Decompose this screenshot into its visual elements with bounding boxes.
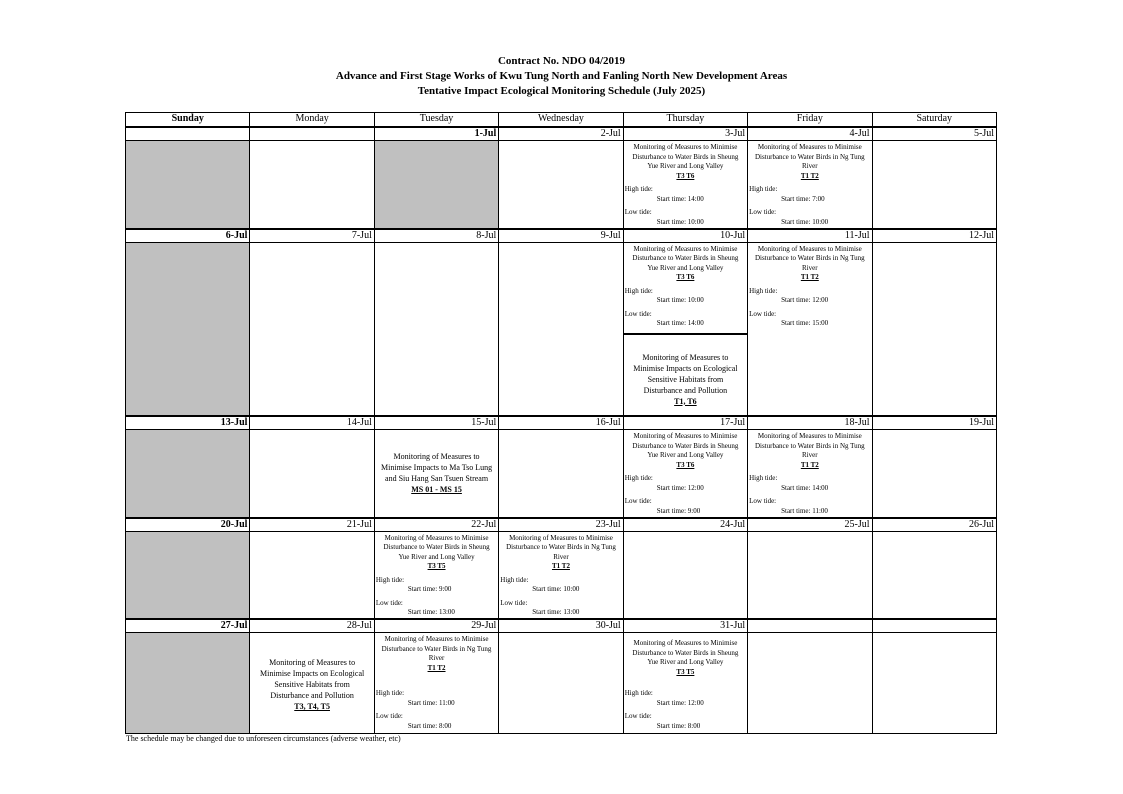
- activity-text: Monitoring of Measures to Minimise Disturbance to Water Birds in Sheung Yue River and Long Valley: [632, 432, 739, 459]
- low-tide-start: Start time: 13:00: [532, 608, 580, 616]
- date-cell: 16-Jul: [499, 416, 623, 430]
- day-cell: [748, 633, 872, 734]
- low-tide-label: Low tide:: [749, 208, 777, 216]
- activity-text: Monitoring of Measures to Minimise Impacts on Ecological Sensitive Habitats from Disturbance and Pollution: [260, 658, 365, 700]
- low-tide-start: Start time: 9:00: [656, 506, 701, 515]
- activity-text: Monitoring of Measures to Minimise Impacts on Ecological Sensitive Habitats from Disturbance and Pollution: [633, 352, 738, 395]
- tide-info: [375, 712, 498, 731]
- high-tide-start: Start time: 9:00: [407, 585, 452, 593]
- high-tide-start: Start time: 12:00: [656, 698, 704, 707]
- date-cell: 24-Jul: [623, 518, 747, 532]
- low-tide-start: Start time: 8:00: [656, 721, 701, 730]
- high-tide-label: High tide:: [375, 689, 405, 697]
- high-tide-label: High tide:: [624, 185, 653, 193]
- weekday-sunday: Sunday: [126, 113, 250, 128]
- tide-info: [624, 310, 747, 329]
- low-tide-label: Low tide:: [624, 712, 652, 720]
- date-cell: 5-Jul: [872, 127, 996, 141]
- schedule-row: [126, 141, 997, 229]
- transect-code: T1, T6: [674, 396, 697, 406]
- tide-info: [624, 689, 747, 708]
- day-cell: [499, 141, 623, 229]
- day-cell-blank: [374, 141, 498, 229]
- weekday-header-row: [126, 113, 997, 128]
- day-cell-jul3: [623, 141, 747, 229]
- tide-info: [624, 287, 747, 306]
- day-cell-blank: [250, 141, 374, 229]
- date-cell: 13-Jul: [126, 416, 250, 430]
- transect-code: T3, T4, T5: [294, 702, 330, 711]
- date-cell: 1-Jul: [374, 127, 498, 141]
- transect-code: T3 T6: [676, 273, 695, 281]
- activity-text: Monitoring of Measures to Minimise Impacts to Ma Tso Lung and Siu Hang San Tsuen Stream: [381, 452, 493, 483]
- low-tide-label: Low tide:: [500, 598, 528, 607]
- transect-code: T3 T6: [676, 460, 695, 469]
- activity-text: Monitoring of Measures to Minimise Disturbance to Water Birds in Ng Tung River: [381, 635, 492, 662]
- tide-info: [748, 185, 871, 204]
- high-tide-label: High tide:: [749, 286, 778, 295]
- day-cell-blank: [126, 141, 250, 229]
- date-cell: 10-Jul: [623, 229, 747, 243]
- contract-title: Contract No. NDO 04/2019: [497, 55, 626, 67]
- high-tide-label: High tide:: [624, 474, 653, 482]
- transect-code: T3 T5: [427, 562, 446, 570]
- date-cell: 7-Jul: [250, 229, 374, 243]
- day-cell: [499, 242, 623, 416]
- low-tide-start: Start time: 8:00: [407, 721, 452, 730]
- date-cell: 6-Jul: [126, 229, 250, 243]
- tide-info: [375, 689, 498, 708]
- schedule-row: [126, 242, 997, 416]
- low-tide-label: Low tide:: [624, 497, 652, 505]
- day-cell: [872, 531, 996, 619]
- day-cell: [872, 430, 996, 518]
- tide-info: [375, 576, 498, 595]
- entry-divider: [624, 333, 747, 335]
- day-cell-blank: [126, 633, 250, 734]
- date-cell: [126, 127, 250, 141]
- date-cell: 20-Jul: [126, 518, 250, 532]
- date-row: [126, 416, 997, 430]
- date-cell: 14-Jul: [250, 416, 374, 430]
- date-cell: [748, 619, 872, 633]
- weekday-tuesday: Tuesday: [374, 113, 498, 128]
- monitoring-calendar: [125, 112, 997, 734]
- high-tide-start: Start time: 14:00: [781, 483, 829, 492]
- low-tide-label: Low tide:: [375, 598, 403, 607]
- day-cell-blank: [126, 242, 250, 416]
- project-title: Advance and First Stage Works of Kwu Tung North and Fanling North New Development Areas: [335, 70, 788, 82]
- day-cell-jul15: [374, 430, 498, 518]
- high-tide-label: High tide:: [624, 286, 653, 295]
- date-cell: 15-Jul: [374, 416, 498, 430]
- date-cell: 31-Jul: [623, 619, 747, 633]
- high-tide-start: Start time: 10:00: [656, 296, 704, 304]
- low-tide-label: Low tide:: [624, 309, 652, 318]
- transect-code: T1 T2: [551, 562, 570, 570]
- date-cell: 8-Jul: [374, 229, 498, 243]
- day-cell: [872, 141, 996, 229]
- activity-text: Monitoring of Measures to Minimise Disturbance to Water Birds in Sheung Yue River and Long Valley: [383, 533, 490, 561]
- date-cell: [250, 127, 374, 141]
- low-tide-label: Low tide:: [749, 309, 777, 318]
- transect-code: MS 01 - MS 15: [411, 485, 462, 494]
- high-tide-start: Start time: 12:00: [781, 296, 829, 304]
- date-row: [126, 619, 997, 633]
- transect-code: T1 T2: [427, 663, 446, 672]
- transect-code: T3 T5: [676, 667, 695, 676]
- date-cell: 12-Jul: [872, 229, 996, 243]
- activity-text: Monitoring of Measures to Minimise Disturbance to Water Birds in Sheung Yue River and Long Valley: [632, 244, 739, 272]
- schedule-title: Tentative Impact Ecological Monitoring Schedule (July 2025): [417, 85, 706, 97]
- day-cell-jul11: [748, 242, 872, 416]
- high-tide-label: High tide:: [749, 474, 778, 482]
- transect-code: T1 T2: [800, 273, 819, 281]
- tide-info: [624, 185, 747, 204]
- date-cell: 29-Jul: [374, 619, 498, 633]
- day-cell-jul22: [374, 531, 498, 619]
- activity-text: Monitoring of Measures to Minimise Disturbance to Water Birds in Ng Tung River: [754, 432, 865, 459]
- low-tide-label: Low tide:: [624, 208, 652, 216]
- day-cell-jul23: [499, 531, 623, 619]
- schedule-row: [126, 531, 997, 619]
- activity-text: Monitoring of Measures to Minimise Disturbance to Water Birds in Sheung Yue River and Long Valley: [632, 639, 739, 666]
- tide-info: [499, 599, 622, 618]
- low-tide-start: Start time: 15:00: [781, 319, 829, 327]
- day-cell: [250, 430, 374, 518]
- day-cell: [250, 531, 374, 619]
- low-tide-start: Start time: 10:00: [781, 217, 829, 226]
- day-cell: [499, 633, 623, 734]
- date-cell: 23-Jul: [499, 518, 623, 532]
- date-cell: 18-Jul: [748, 416, 872, 430]
- day-cell-jul18: [748, 430, 872, 518]
- date-row: [126, 127, 997, 141]
- low-tide-start: Start time: 14:00: [656, 319, 704, 327]
- transect-code: T1 T2: [800, 460, 819, 469]
- high-tide-label: High tide:: [749, 185, 778, 193]
- schedule-row: [126, 633, 997, 734]
- date-cell: [872, 619, 996, 633]
- date-cell: 27-Jul: [126, 619, 250, 633]
- date-cell: 3-Jul: [623, 127, 747, 141]
- date-cell: 11-Jul: [748, 229, 872, 243]
- tide-info: [748, 208, 871, 227]
- activity-text: Monitoring of Measures to Minimise Disturbance to Water Birds in Ng Tung River: [754, 143, 865, 170]
- date-row: [126, 518, 997, 532]
- day-cell-blank: [126, 531, 250, 619]
- day-cell-jul28: [250, 633, 374, 734]
- activity-text: Monitoring of Measures to Minimise Disturbance to Water Birds in Ng Tung River: [506, 533, 616, 561]
- day-cell: [374, 242, 498, 416]
- high-tide-start: Start time: 11:00: [407, 698, 455, 707]
- day-cell-jul29: [374, 633, 498, 734]
- high-tide-start: Start time: 14:00: [656, 194, 704, 203]
- high-tide-start: Start time: 7:00: [781, 194, 825, 203]
- date-cell: 28-Jul: [250, 619, 374, 633]
- high-tide-label: High tide:: [375, 575, 405, 584]
- date-cell: 2-Jul: [499, 127, 623, 141]
- low-tide-label: Low tide:: [749, 497, 777, 505]
- tide-info: [624, 474, 747, 493]
- high-tide-start: Start time: 12:00: [656, 483, 704, 492]
- day-cell: [748, 531, 872, 619]
- transect-code: T3 T6: [676, 171, 695, 180]
- tide-info: [748, 474, 871, 493]
- tide-info: [499, 576, 622, 595]
- tide-info: [748, 310, 871, 329]
- day-cell: [872, 242, 996, 416]
- low-tide-start: Start time: 11:00: [781, 506, 828, 515]
- day-cell-jul17: [623, 430, 747, 518]
- activity-text: Monitoring of Measures to Minimise Disturbance to Water Birds in Ng Tung River: [754, 244, 865, 272]
- weekday-saturday: Saturday: [872, 113, 996, 128]
- low-tide-start: Start time: 10:00: [656, 217, 704, 226]
- date-cell: 22-Jul: [374, 518, 498, 532]
- day-cell: [623, 531, 747, 619]
- high-tide-label: High tide:: [624, 689, 653, 697]
- low-tide-start: Start time: 13:00: [407, 608, 455, 616]
- date-cell: 30-Jul: [499, 619, 623, 633]
- weekday-friday: Friday: [748, 113, 872, 128]
- high-tide-start: Start time: 10:00: [532, 585, 580, 593]
- tide-info: [748, 287, 871, 306]
- day-cell-jul10: [623, 242, 747, 416]
- day-cell: [499, 430, 623, 518]
- date-cell: 4-Jul: [748, 127, 872, 141]
- high-tide-label: High tide:: [500, 575, 529, 584]
- day-cell-jul31: [623, 633, 747, 734]
- weekday-wednesday: Wednesday: [499, 113, 623, 128]
- date-row: [126, 229, 997, 243]
- date-cell: 17-Jul: [623, 416, 747, 430]
- tide-info: [624, 497, 747, 516]
- weekday-thursday: Thursday: [623, 113, 747, 128]
- schedule-row: [126, 430, 997, 518]
- date-cell: 9-Jul: [499, 229, 623, 243]
- low-tide-label: Low tide:: [375, 712, 403, 720]
- tide-info: [375, 599, 498, 618]
- activity-text: Monitoring of Measures to Minimise Disturbance to Water Birds in Sheung Yue River and Long Valley: [632, 143, 739, 170]
- schedule-footnote: The schedule may be changed due to unforeseen circumstances (adverse weather, etc): [126, 734, 401, 743]
- date-cell: 26-Jul: [872, 518, 996, 532]
- tide-info: [748, 497, 871, 516]
- day-cell-blank: [126, 430, 250, 518]
- day-cell: [872, 633, 996, 734]
- tide-info: [624, 208, 747, 227]
- date-cell: 21-Jul: [250, 518, 374, 532]
- date-cell: 25-Jul: [748, 518, 872, 532]
- transect-code: T1 T2: [800, 171, 819, 180]
- weekday-monday: Monday: [250, 113, 374, 128]
- date-cell: 19-Jul: [872, 416, 996, 430]
- day-cell-jul4: [748, 141, 872, 229]
- day-cell: [250, 242, 374, 416]
- tide-info: [624, 712, 747, 731]
